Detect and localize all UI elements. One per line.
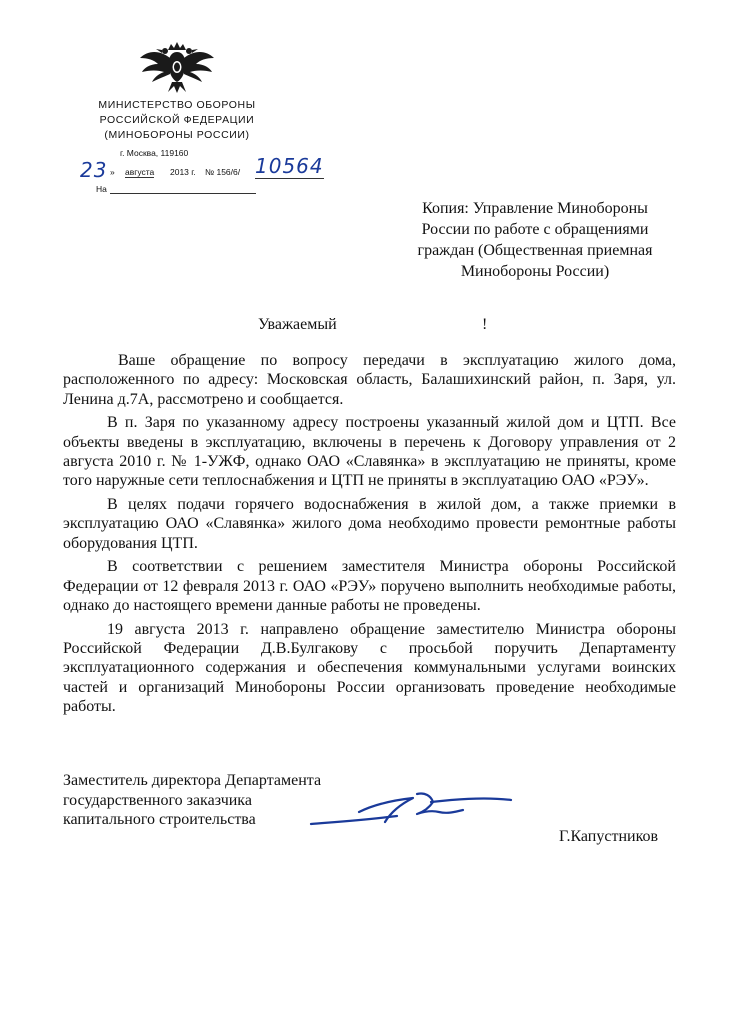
signatory-title-line-1: Заместитель директора Департамента [63, 772, 322, 789]
date-month: августа [125, 167, 155, 177]
signatory-title-line-3: капитального строительства [63, 811, 256, 828]
org-line-2: РОССИЙСКОЙ ФЕДЕРАЦИИ [99, 114, 255, 126]
org-line-1: МИНИСТЕРСТВО ОБОРОНЫ [98, 99, 256, 111]
paragraph-2: В п. Заря по указанному адресу построены указанный жилой дом и ЦТП. Все объекты введены в эксплуатацию, включены в перечень к Договору управления от 2 августа 2010 г. № 1-УЖФ, однако ОАО «Славянка» в эксплуатацию не приняты, кроме того наружные сети теплоснабжения и ЦТП не приняты в эксплуатацию ОАО «РЭУ». [63, 414, 676, 490]
document-number: 10564 [255, 154, 324, 178]
copy-line-4: Минобороны России) [460, 263, 610, 280]
letter-body [63, 351, 676, 721]
double-headed-eagle-icon [138, 38, 216, 94]
salutation-exclamation: ! [482, 316, 488, 333]
copy-line-2: России по работе с обращениями [421, 221, 649, 238]
signatory-title-line-2: государственного заказчика [63, 791, 252, 809]
handwritten-signature-icon [305, 782, 515, 832]
copy-line-1: Копия: Управление Минобороны [422, 200, 648, 217]
salutation: Уважаемый [258, 316, 337, 333]
date-number-line [60, 154, 324, 194]
paragraph-4: В соответствии с решением заместителя Министра обороны Российской Федерации от 12 февраля 2013 г. ОАО «РЭУ» поручено выполнить необходимые работы, однако до настоящего времени данные работы не проведены. [63, 558, 676, 615]
date-year: 2013 г. [170, 167, 196, 177]
document-number-prefix: № 156/6/ [205, 167, 241, 177]
paragraph-3: В целях подачи горячего водоснабжения в жилой дом, а также приемки в эксплуатацию ОАО «Славянка» жилого дома необходимо провести ремонтные работы оборудования ЦТП. [63, 496, 676, 552]
org-line-3: (МИНОБОРОНЫ РОССИИ) [104, 129, 250, 141]
on-reference-blank [110, 184, 256, 194]
on-label: На [96, 184, 107, 194]
organization-name [92, 98, 262, 143]
copy-line-3: граждан (Общественная приемная [417, 242, 653, 259]
date-day: 23 [80, 158, 108, 182]
copy-recipient-block [380, 198, 690, 282]
signatory-title [63, 771, 321, 830]
city-address: г. Москва, 119160 [120, 148, 189, 158]
date-open-quote: » [110, 167, 115, 177]
signer-name: Г.Капустников [559, 828, 659, 845]
paragraph-1: Ваше обращение по вопросу передачи в эксплуатацию жилого дома, расположенного по адресу: Московская область, Балашихинский район, п. Заря, ул. Ленина д.7А, рассмотрено и сообщается. [63, 352, 676, 408]
paragraph-5: 19 августа 2013 г. направлено обращение заместителю Министра обороны Российской Федерации Д.В.Булгакову с просьбой поручить Департаменту эксплуатационного содержания и обеспечения коммунальными услугами воинских частей и организаций Минобороны России организовать проведение необходимые работы. [63, 620, 676, 716]
